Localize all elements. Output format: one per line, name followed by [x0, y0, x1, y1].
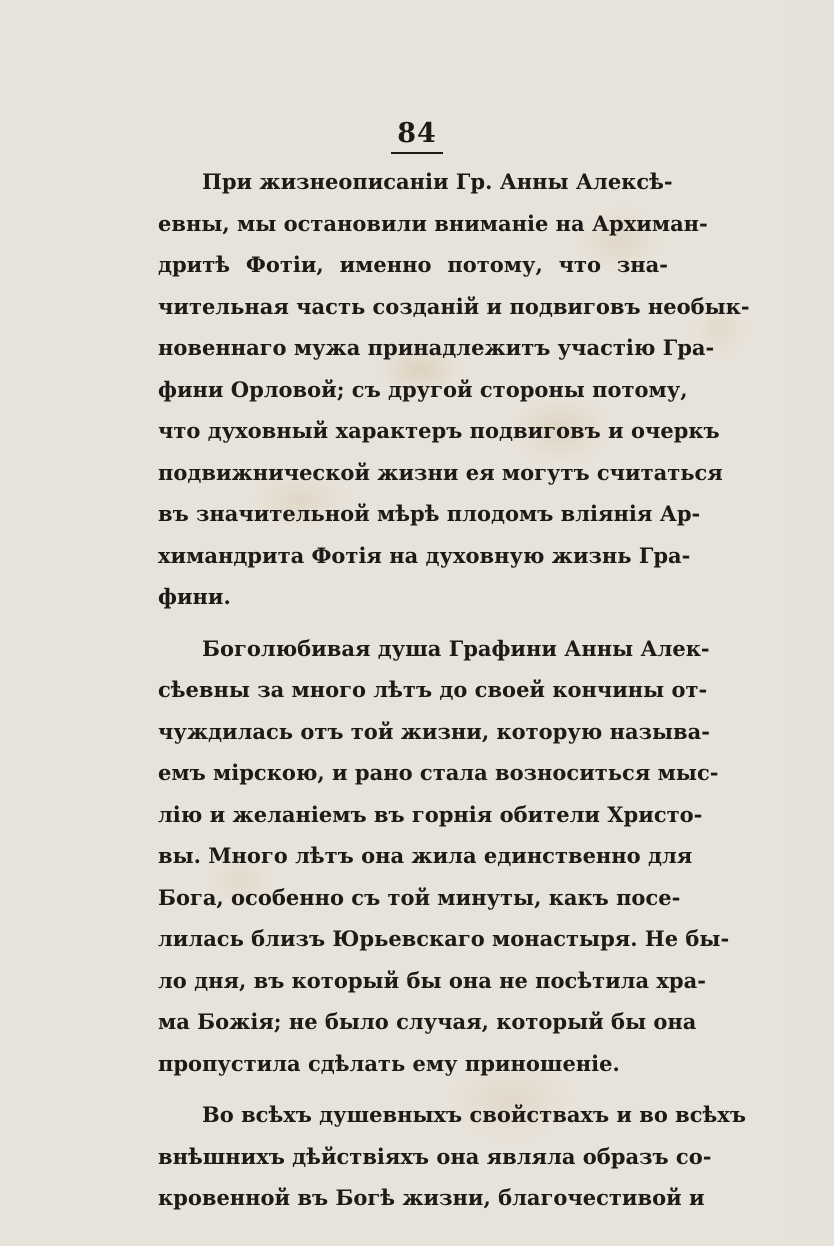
- text-line: чуждилась отъ той жизни, которую называ-: [158, 718, 710, 744]
- text-line: сѣевны за много лѣтъ до своей кончины от-: [158, 677, 708, 702]
- text-line: подвижнической жизни ея могутъ считаться: [158, 459, 723, 485]
- text-line: лiю и желанiемъ въ горнiя обители Христо-: [158, 801, 703, 827]
- text-line: Боголюбивая душа Графини Анны Алек-: [202, 635, 710, 661]
- text-line: пропустила сдѣлать ему приношенiе.: [158, 1050, 620, 1076]
- text-line: новеннаго мужа принадлежитъ участiю Гра-: [158, 335, 715, 360]
- text-line: лилась близъ Юрьевскаго монастыря. Не бы-: [158, 926, 730, 951]
- text-line: При жизнеописанiи Гр. Анны Алексѣ-: [202, 169, 673, 194]
- text-line: внѣшнихъ дѣйствiяхъ она являла образъ со-: [158, 1143, 712, 1169]
- text-line: фини.: [158, 584, 231, 609]
- text-line: Во всѣхъ душевныхъ свойствахъ и во всѣхъ: [202, 1102, 746, 1127]
- body-text: [158, 161, 750, 1219]
- text-line: чительная часть созданiй и подвиговъ необык-: [158, 293, 750, 319]
- page-number: 84: [397, 118, 437, 149]
- text-line: ло дня, въ который бы она не посѣтила хра-: [158, 967, 706, 993]
- paragraph-gap: [158, 618, 668, 628]
- page-number-underline: [391, 152, 443, 154]
- text-line: химандрита Фотiя на духовную жизнь Гра-: [158, 542, 691, 568]
- text-line: емъ мiрскою, и рано стала возноситься мыс-: [158, 760, 719, 785]
- text-line: въ значительной мѣрѣ плодомъ влiянiя Ар-: [158, 501, 701, 526]
- text-line: Бога, особенно съ той минуты, какъ посе-: [158, 884, 681, 910]
- text-line: евны, мы остановили вниманiе на Архиман-: [158, 210, 708, 236]
- paragraph-gap: [158, 1084, 668, 1094]
- text-line: что духовный характеръ подвиговъ и очеркъ: [158, 418, 720, 443]
- text-line: кровенной въ Богѣ жизни, благочестивой и: [158, 1185, 705, 1210]
- text-line: дритѣ Фотiи, именно потому, что зна-: [158, 252, 668, 277]
- text-line: фини Орловой; съ другой стороны потому,: [158, 376, 688, 402]
- text-line: ма Божiя; не было случая, который бы она: [158, 1009, 697, 1034]
- text-line: вы. Много лѣтъ она жила единственно для: [158, 843, 693, 868]
